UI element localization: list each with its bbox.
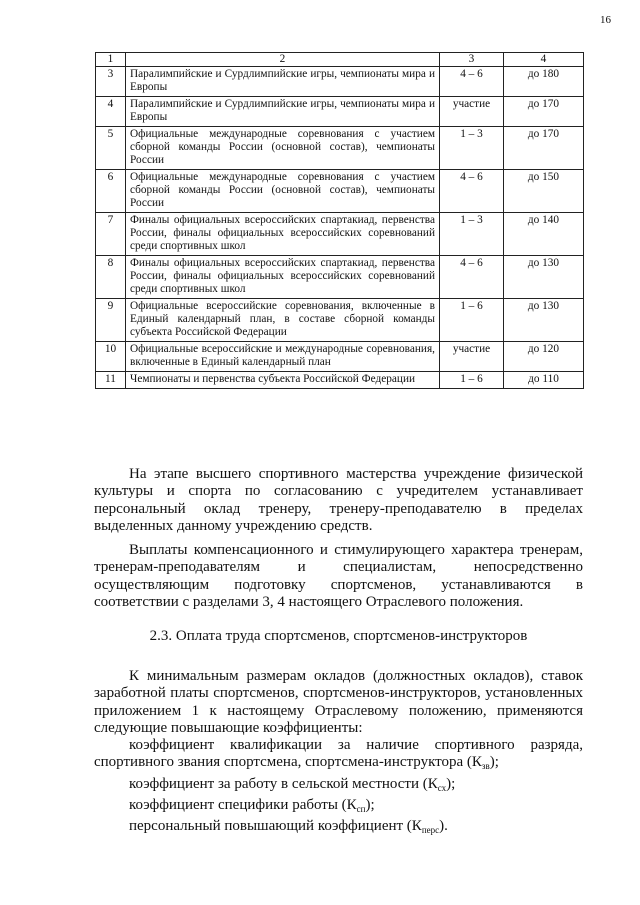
coefficient-text: коэффициент квалификации за наличие спортивного разряда, bbox=[129, 737, 583, 754]
coefficient-item bbox=[94, 754, 583, 775]
table-row bbox=[96, 97, 584, 127]
row-description: Чемпионаты и первенства субъекта Российской Федерации bbox=[126, 372, 440, 389]
row-number: 7 bbox=[96, 213, 126, 256]
header-cell: 1 bbox=[96, 53, 126, 67]
row-description: Финалы официальных всероссийских спартакиад, первенства России, финалы официальных всероссийских соревнований среди спортивных школ bbox=[126, 256, 440, 299]
row-number: 6 bbox=[96, 170, 126, 213]
row-percent: до 130 bbox=[504, 299, 584, 342]
paragraph: На этапе высшего спортивного мастерства учреждение физической культуры и спорта по согласованию с учредителем устанавливает персональный оклад тренеру, тренеру-преподавателю в пределах выделенных данному учреждению средств. bbox=[94, 466, 583, 534]
row-percent: до 110 bbox=[504, 372, 584, 389]
row-place: 4 – 6 bbox=[440, 67, 504, 97]
row-place: 4 – 6 bbox=[440, 170, 504, 213]
page-number: 16 bbox=[600, 14, 611, 26]
row-place: 1 – 3 bbox=[440, 213, 504, 256]
row-description: Паралимпийские и Сурдлимпийские игры, чемпионаты мира и Европы bbox=[126, 97, 440, 127]
row-number: 3 bbox=[96, 67, 126, 97]
row-percent: до 130 bbox=[504, 256, 584, 299]
header-cell: 4 bbox=[504, 53, 584, 67]
row-percent: до 140 bbox=[504, 213, 584, 256]
text-block-1 bbox=[94, 466, 583, 611]
coefficient-tail: ); bbox=[489, 754, 499, 771]
coefficient-subscript: сх bbox=[437, 782, 447, 793]
table-row bbox=[96, 372, 584, 389]
row-number: 8 bbox=[96, 256, 126, 299]
row-percent: до 170 bbox=[504, 127, 584, 170]
row-number: 11 bbox=[96, 372, 126, 389]
coefficient-item bbox=[94, 797, 583, 818]
row-percent: до 150 bbox=[504, 170, 584, 213]
table-row bbox=[96, 299, 584, 342]
row-description: Официальные международные соревнования с участием сборной команды России (основной состав), чемпионаты России bbox=[126, 127, 440, 170]
row-percent: до 170 bbox=[504, 97, 584, 127]
row-description: Финалы официальных всероссийских спартакиад, первенства России, финалы официальных всероссийских соревнований среди спортивных школ bbox=[126, 213, 440, 256]
row-place: 4 – 6 bbox=[440, 256, 504, 299]
text-block-2 bbox=[94, 668, 583, 840]
row-number: 4 bbox=[96, 97, 126, 127]
coefficient-item bbox=[94, 818, 583, 839]
coefficient-item bbox=[94, 776, 583, 797]
coefficient-text: персональный повышающий коэффициент (К bbox=[129, 818, 422, 835]
coefficient-text: спортивного звания спортсмена, спортсмена-инструктора (К bbox=[94, 754, 482, 771]
row-description: Официальные всероссийские соревнования, включенные в Единый календарный план, в составе сборной команды субъекта Российской Федерации bbox=[126, 299, 440, 342]
section-heading: 2.3. Оплата труда спортсменов, спортсменов-инструкторов bbox=[149, 628, 528, 644]
row-place: участие bbox=[440, 97, 504, 127]
paragraph: К минимальным размерам окладов (должностных окладов), ставок заработной платы спортсменов, спортсменов-инструкторов, установленных приложением 1 к настоящему Отраслевому положению, применяются следующие повышающие коэффициенты: bbox=[94, 668, 583, 736]
header-cell: 3 bbox=[440, 53, 504, 67]
row-description: Официальные всероссийские и международные соревнования, включенные в Единый календарный план bbox=[126, 342, 440, 372]
table-row bbox=[96, 256, 584, 299]
table-header-row bbox=[96, 53, 584, 67]
table-row bbox=[96, 342, 584, 372]
row-number: 9 bbox=[96, 299, 126, 342]
row-place: 1 – 6 bbox=[440, 372, 504, 389]
header-cell: 2 bbox=[126, 53, 440, 67]
table-row bbox=[96, 213, 584, 256]
table-row bbox=[96, 127, 584, 170]
row-place: 1 – 3 bbox=[440, 127, 504, 170]
row-place: 1 – 6 bbox=[440, 299, 504, 342]
coefficient-text: коэффициент специфики работы (К bbox=[129, 797, 357, 814]
coefficient-subscript: перс bbox=[421, 825, 440, 836]
row-place: участие bbox=[440, 342, 504, 372]
row-description: Официальные международные соревнования с участием сборной команды России (основной состав), чемпионаты России bbox=[126, 170, 440, 213]
coefficient-tail: ); bbox=[365, 797, 375, 814]
row-number: 10 bbox=[96, 342, 126, 372]
row-number: 5 bbox=[96, 127, 126, 170]
coefficient-tail: ); bbox=[446, 775, 456, 792]
row-description: Паралимпийские и Сурдлимпийские игры, чемпионаты мира и Европы bbox=[126, 67, 440, 97]
paragraph: Выплаты компенсационного и стимулирующего характера тренерам, тренерам-преподавателям и специалистам, непосредственно осуществляющим подготовку спортсменов, устанавливаются в соответствии с разделами 3, 4 настоящего Отраслевого положения. bbox=[94, 542, 583, 611]
table-row bbox=[96, 67, 584, 97]
row-percent: до 120 bbox=[504, 342, 584, 372]
row-percent: до 180 bbox=[504, 67, 584, 97]
coefficient-text: коэффициент за работу в сельской местности (К bbox=[129, 775, 438, 792]
coefficient-tail: ). bbox=[439, 818, 448, 835]
coefficient-table bbox=[95, 52, 584, 389]
coefficient-subscript: зв bbox=[481, 761, 490, 772]
coefficient-item bbox=[94, 737, 583, 754]
table-row bbox=[96, 170, 584, 213]
coefficient-subscript: сп bbox=[356, 804, 366, 815]
